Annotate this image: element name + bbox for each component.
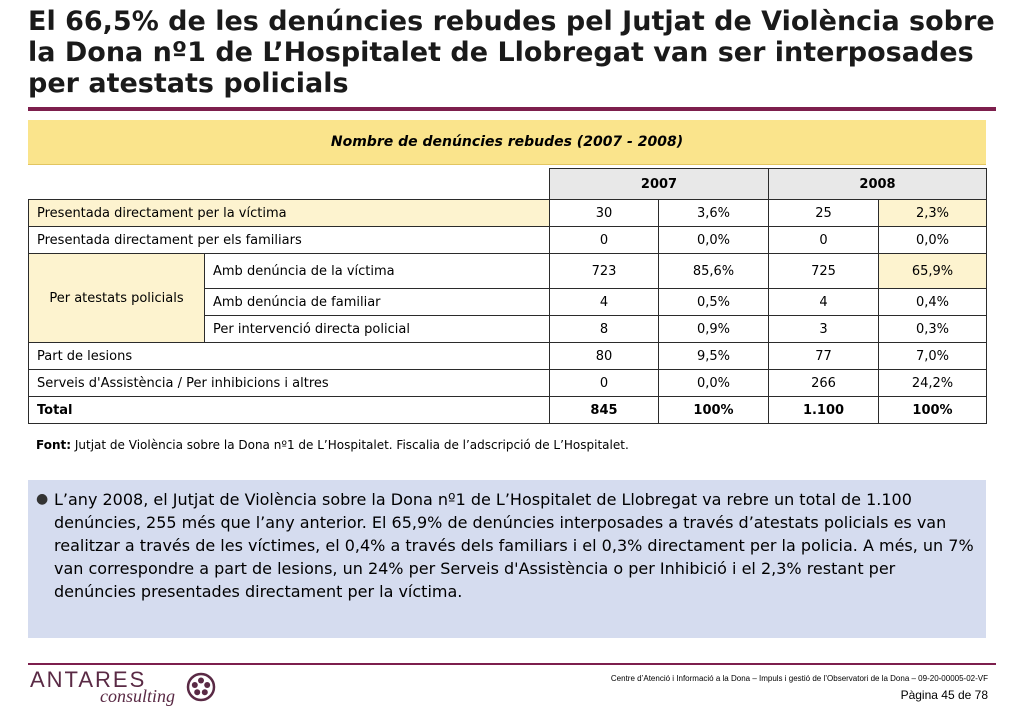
value-2008: 1.100 — [769, 397, 879, 424]
row-label: Presentada directament per els familiars — [29, 227, 550, 254]
table-row — [29, 343, 987, 370]
year-header-2007: 2007 — [550, 169, 769, 200]
row-label: Part de lesions — [29, 343, 550, 370]
percent-2007: 3,6% — [659, 200, 769, 227]
percent-2008: 65,9% — [879, 254, 987, 289]
row-label: Per intervenció directa policial — [205, 316, 550, 343]
row-label: Serveis d'Assistència / Per inhibicions i altres — [29, 370, 550, 397]
percent-2007: 100% — [659, 397, 769, 424]
percent-2008: 7,0% — [879, 343, 987, 370]
flower-logo-icon — [186, 672, 216, 702]
value-2008: 0 — [769, 227, 879, 254]
row-label: Amb denúncia de la víctima — [205, 254, 550, 289]
page-title: El 66,5% de les denúncies rebudes pel Jutjat de Violència sobre la Dona nº1 de L’Hospitalet de Llobregat van ser interposades per atestats policials — [28, 6, 995, 99]
percent-2008: 24,2% — [879, 370, 987, 397]
percent-2008: 2,3% — [879, 200, 987, 227]
footer-divider — [28, 663, 996, 665]
footer-text: Centre d’Atenció i Informació a la Dona – Impuls i gestió de l’Observatori de la Dona – 09-20-00005-02-VF — [610, 674, 988, 683]
title-divider — [28, 107, 996, 111]
complaints-table — [28, 168, 987, 424]
group-label-police-reports: Per atestats policials — [29, 254, 205, 343]
table-heading: Nombre de denúncies rebudes (2007 - 2008) — [28, 120, 986, 165]
row-label: Amb denúncia de familiar — [205, 289, 550, 316]
row-label: Total — [29, 397, 550, 424]
logo-subtitle: consulting — [100, 686, 175, 706]
bullet-icon: ● — [36, 491, 49, 507]
logo-wordmark: ANTARES — [30, 667, 147, 692]
value-2007: 80 — [550, 343, 659, 370]
value-2008: 266 — [769, 370, 879, 397]
value-2007: 723 — [550, 254, 659, 289]
percent-2007: 0,9% — [659, 316, 769, 343]
source-note — [36, 438, 629, 452]
percent-2008: 0,3% — [879, 316, 987, 343]
page-number: Pàgina 45 de 78 — [900, 688, 988, 702]
value-2007: 0 — [550, 370, 659, 397]
table-row — [29, 370, 987, 397]
percent-2007: 9,5% — [659, 343, 769, 370]
value-2007: 4 — [550, 289, 659, 316]
row-label: Presentada directament per la víctima — [29, 200, 550, 227]
year-header-2008: 2008 — [769, 169, 987, 200]
value-2007: 845 — [550, 397, 659, 424]
percent-2007: 0,0% — [659, 227, 769, 254]
value-2008: 725 — [769, 254, 879, 289]
table-row — [29, 200, 987, 227]
table-row — [29, 254, 987, 289]
percent-2008: 0,0% — [879, 227, 987, 254]
table-row — [29, 227, 987, 254]
table-header-blank — [29, 169, 550, 200]
percent-2007: 0,0% — [659, 370, 769, 397]
table-header-row — [29, 169, 987, 200]
value-2008: 77 — [769, 343, 879, 370]
percent-2008: 100% — [879, 397, 987, 424]
value-2007: 0 — [550, 227, 659, 254]
source-text: Jutjat de Violència sobre la Dona nº1 de L’Hospitalet. Fiscalia de l’adscripció de L’Hospitalet. — [74, 438, 629, 452]
source-label: Font: — [36, 438, 72, 452]
value-2007: 30 — [550, 200, 659, 227]
percent-2008: 0,4% — [879, 289, 987, 316]
summary-text: L’any 2008, el Jutjat de Violència sobre la Dona nº1 de L’Hospitalet de Llobregat va rebre un total de 1.100 denúncies, 255 més que l’any anterior. El 65,9% de denúncies interposades a través d’atestats policials es van realitzar a través de les víctimes, el 0,4% a través dels familiars i el 0,3% directament per la policia. A més, un 7% van correspondre a part de lesions, un 24% per Serveis d'Assistència o per Inhibició i el 2,3% restant per denúncies presentades directament per la víctima. — [54, 490, 974, 601]
value-2007: 8 — [550, 316, 659, 343]
summary-item — [36, 488, 976, 603]
value-2008: 3 — [769, 316, 879, 343]
percent-2007: 0,5% — [659, 289, 769, 316]
value-2008: 4 — [769, 289, 879, 316]
summary-box — [28, 480, 986, 638]
table-total-row — [29, 397, 987, 424]
percent-2007: 85,6% — [659, 254, 769, 289]
value-2008: 25 — [769, 200, 879, 227]
